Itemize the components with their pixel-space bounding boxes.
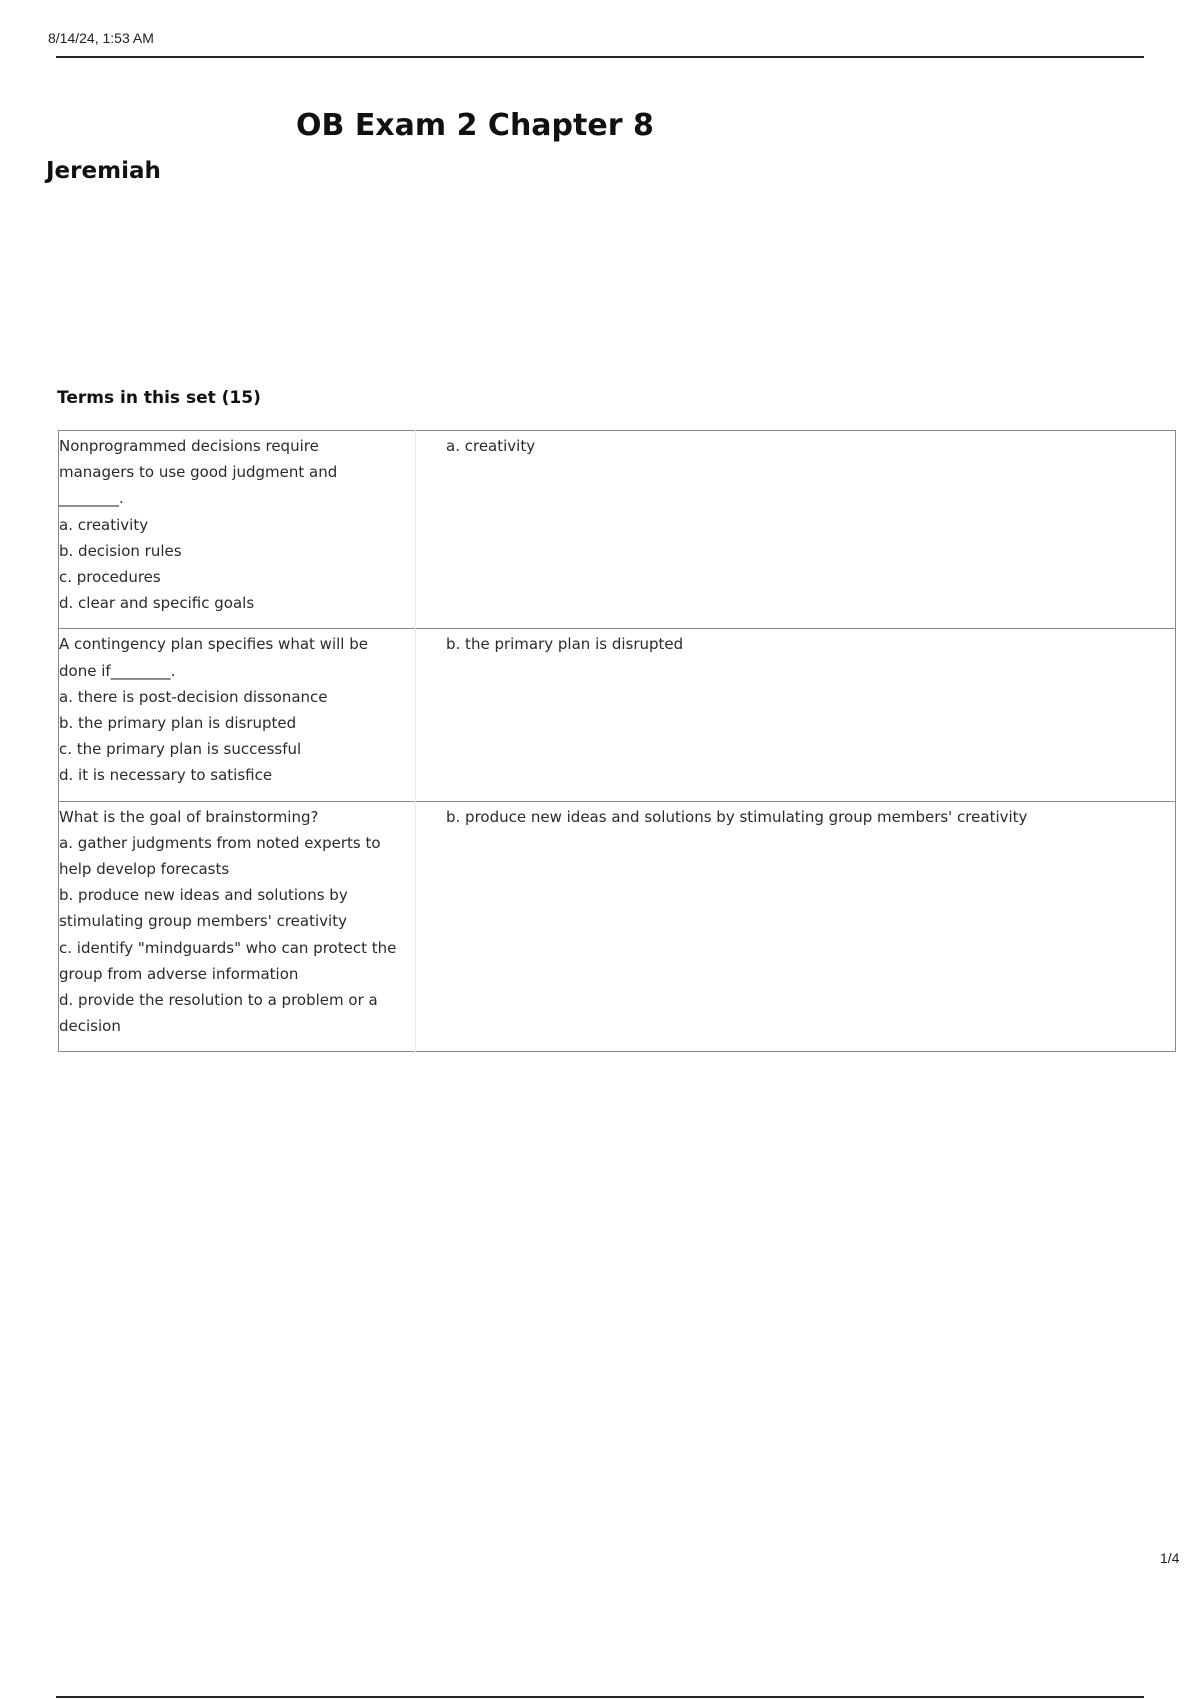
term-question xyxy=(59,801,416,1052)
term-answer: a. creativity xyxy=(446,437,536,455)
question-option: a. gather judgments from noted experts to xyxy=(59,833,381,852)
question-line: done if________. xyxy=(59,661,176,680)
question-line: Nonprogrammed decisions require xyxy=(59,437,319,455)
header-rule xyxy=(56,56,1144,58)
question-option: c. identify "mindguards" who can protect the xyxy=(59,938,397,957)
page-title: OB Exam 2 Chapter 8 xyxy=(296,108,654,143)
author-name: Jeremiah xyxy=(46,158,161,184)
question-line: managers to use good judgment and xyxy=(59,463,338,482)
question-option: a. there is post-decision dissonance xyxy=(59,687,328,706)
question-option: b. the primary plan is disrupted xyxy=(59,714,297,733)
term-answer: b. produce new ideas and solutions by stimulating group members' creativity xyxy=(416,801,1176,1052)
question-option: b. decision rules xyxy=(59,541,182,560)
term-row xyxy=(59,431,1176,629)
question-option: c. the primary plan is successful xyxy=(59,740,302,759)
question-option: a. creativity xyxy=(59,515,149,534)
footer-rule xyxy=(56,1696,1144,1698)
question-line: decision xyxy=(59,1017,121,1036)
term-answer: b. the primary plan is disrupted xyxy=(416,629,1176,801)
question-line: stimulating group members' creativity xyxy=(59,912,347,931)
question-option: c. procedures xyxy=(59,568,161,587)
question-line: help develop forecasts xyxy=(59,860,230,879)
term-row xyxy=(59,629,1176,801)
question-option: d. clear and specific goals xyxy=(59,594,255,613)
print-timestamp: 8/14/24, 1:53 AM xyxy=(48,30,154,46)
question-line: A contingency plan specifies what will be xyxy=(59,635,368,654)
page-number: 1/4 xyxy=(1160,1550,1180,1566)
terms-table xyxy=(58,430,1176,1052)
term-question xyxy=(59,431,416,629)
question-option: d. it is necessary to satisfice xyxy=(59,766,273,785)
question-option: b. produce new ideas and solutions by xyxy=(59,886,348,905)
question-line: group from adverse information xyxy=(59,964,299,983)
question-option: d. provide the resolution to a problem or a xyxy=(59,991,378,1010)
question-line: ________. xyxy=(59,489,124,508)
term-question xyxy=(59,629,416,801)
question-line: What is the goal of brainstorming? xyxy=(59,807,319,826)
terms-heading: Terms in this set (15) xyxy=(57,388,261,408)
term-row xyxy=(59,801,1176,1052)
